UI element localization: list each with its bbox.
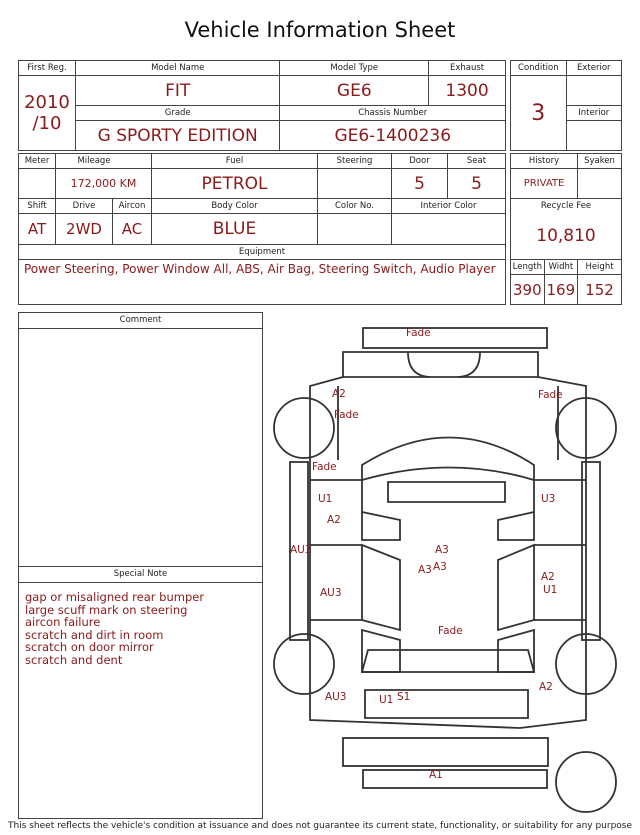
- damage-mark: A3: [433, 561, 447, 573]
- fuel-value: PETROL: [152, 169, 318, 199]
- equipment-label: Equipment: [19, 245, 506, 260]
- condition-table: [510, 60, 622, 151]
- damage-mark: AU3: [325, 691, 347, 703]
- drive-value: 2WD: [56, 214, 113, 245]
- shift-label: Shift: [19, 199, 56, 214]
- body-color-value: BLUE: [152, 214, 318, 245]
- damage-mark: A1: [429, 769, 443, 781]
- wheel-rear-left: [274, 634, 334, 694]
- list-item: large scuff mark on steering: [25, 602, 188, 617]
- list-item: scratch and dirt in room: [25, 627, 164, 642]
- header-table: [18, 60, 506, 151]
- height-label: Height: [578, 260, 622, 275]
- damage-mark: A3: [418, 564, 432, 576]
- first-reg-label: First Reg.: [19, 61, 76, 76]
- aircon-value: AC: [113, 214, 152, 245]
- interior-color-value: [392, 214, 506, 245]
- damage-mark: U3: [541, 493, 556, 505]
- exterior-label: Exterior: [566, 61, 621, 76]
- list-item: scratch and dent: [25, 652, 123, 667]
- damage-mark: Fade: [406, 327, 431, 339]
- height-value: 152: [578, 275, 622, 305]
- chassis-value: GE6-1400236: [280, 121, 506, 151]
- recycle-fee-label: Recycle Fee: [511, 199, 622, 214]
- seat-value: 5: [448, 169, 506, 199]
- spare-tire: [556, 752, 616, 812]
- door-value: 5: [392, 169, 448, 199]
- rear-bumper: [343, 738, 548, 766]
- seat-label: Seat: [448, 154, 506, 169]
- damage-mark: A2: [327, 514, 341, 526]
- special-notes-list: [19, 583, 262, 667]
- aircon-label: Aircon: [113, 199, 152, 214]
- grade-value: G SPORTY EDITION: [75, 121, 280, 151]
- chassis-label: Chassis Number: [280, 106, 506, 121]
- meter-label: Meter: [19, 154, 56, 169]
- list-item: aircon failure: [25, 615, 101, 630]
- width-label: Widht: [544, 260, 577, 275]
- footer-disclaimer: This sheet reflects the vehicle's condition at issuance and does not guarantee its current state, functionality, or suitability for any purpose: [7, 821, 633, 831]
- steering-value: [318, 169, 392, 199]
- mileage-value: 172,000 KM: [56, 169, 152, 199]
- front-bumper: [363, 328, 547, 348]
- damage-mark: A3: [435, 544, 449, 556]
- model-type-value: GE6: [280, 76, 429, 106]
- damage-mark: S1: [397, 691, 411, 703]
- model-type-label: Model Type: [280, 61, 429, 76]
- damage-mark: U1: [543, 584, 558, 596]
- page-title: Vehicle Information Sheet: [184, 18, 456, 42]
- door-label: Door: [392, 154, 448, 169]
- damage-mark: A2: [541, 571, 555, 583]
- recycle-fee-value: 10,810: [511, 214, 622, 260]
- list-item: gap or misaligned rear bumper: [25, 590, 205, 604]
- fuel-label: Fuel: [152, 154, 318, 169]
- length-label: Length: [511, 260, 545, 275]
- equipment-value: Power Steering, Power Window All, ABS, Air Bag, Steering Switch, Audio Player: [19, 260, 506, 305]
- color-no-label: Color No.: [318, 199, 392, 214]
- interior-label: Interior: [566, 106, 621, 121]
- meter-value: [19, 169, 56, 199]
- damage-mark: A2: [332, 388, 346, 400]
- specs-table: [18, 153, 506, 305]
- condition-label: Condition: [511, 61, 567, 76]
- first-reg-value: 2010 /10: [19, 76, 76, 151]
- damage-mark: Fade: [438, 625, 463, 637]
- special-note-panel: [18, 566, 263, 819]
- model-name-label: Model Name: [75, 61, 280, 76]
- color-no-value: [318, 214, 392, 245]
- interior-value: [566, 121, 621, 151]
- windshield: [362, 438, 534, 481]
- drive-label: Drive: [56, 199, 113, 214]
- damage-mark: U1: [318, 493, 333, 505]
- damage-mark: Fade: [538, 389, 563, 401]
- width-value: 169: [544, 275, 577, 305]
- car-damage-diagram: [270, 318, 630, 818]
- damage-mark: Fade: [312, 461, 337, 473]
- interior-color-label: Interior Color: [392, 199, 506, 214]
- history-value: PRIVATE: [511, 169, 578, 199]
- history-label: History: [511, 154, 578, 169]
- shift-value: AT: [19, 214, 56, 245]
- comment-label: Comment: [19, 313, 262, 329]
- damage-mark: AU3: [290, 544, 312, 556]
- steering-label: Steering: [318, 154, 392, 169]
- damage-mark: Fade: [334, 409, 359, 421]
- length-value: 390: [511, 275, 545, 305]
- damage-mark: U1: [379, 694, 394, 706]
- syaken-label: Syaken: [578, 154, 622, 169]
- list-item: scratch on door mirror: [25, 640, 154, 655]
- model-name-value: FIT: [75, 76, 280, 106]
- damage-mark: A2: [539, 681, 553, 693]
- exhaust-label: Exhaust: [429, 61, 506, 76]
- history-table: [510, 153, 622, 305]
- syaken-value: [578, 169, 622, 199]
- special-note-label: Special Note: [19, 567, 262, 583]
- comment-panel: [18, 312, 263, 567]
- exterior-value: [566, 76, 621, 106]
- condition-value: 3: [511, 76, 567, 151]
- hood: [343, 352, 538, 377]
- mileage-label: Mileage: [76, 154, 113, 169]
- exhaust-value: 1300: [429, 76, 506, 106]
- body-color-label: Body Color: [152, 199, 318, 214]
- wheel-front-left: [274, 398, 334, 458]
- grade-label: Grade: [75, 106, 280, 121]
- damage-mark: AU3: [320, 587, 342, 599]
